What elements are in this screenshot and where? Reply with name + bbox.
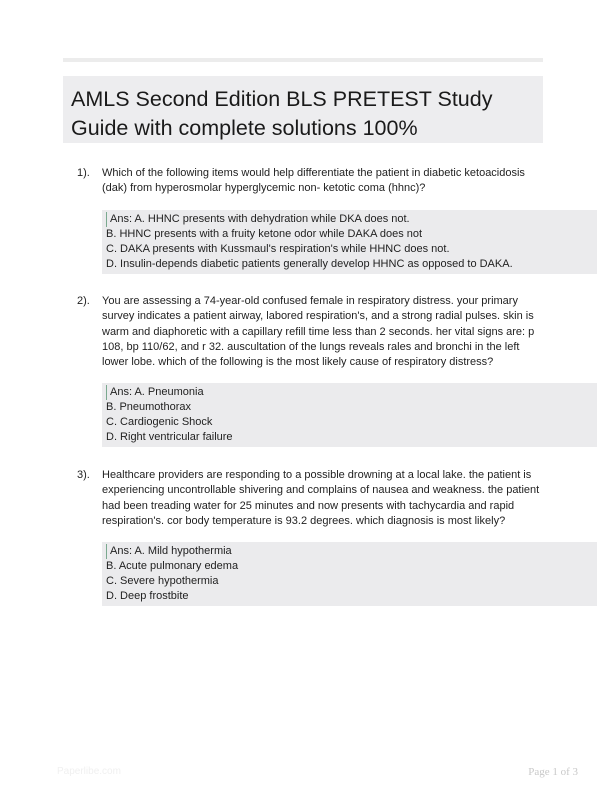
top-rule <box>63 58 543 62</box>
answer-b: B. Pneumothorax <box>106 401 191 414</box>
title-banner <box>63 76 543 143</box>
page-title: AMLS Second Edition BLS PRETEST Study Guide with complete solutions 100% <box>71 87 493 140</box>
answer-box <box>102 210 597 274</box>
answer-c: C. DAKA presents with Kussmaul's respiration's while HHNC does not. <box>106 242 450 255</box>
answer-c: C. Cardiogenic Shock <box>106 416 213 429</box>
answer-a: Ans: A. Mild hypothermia <box>106 544 597 559</box>
answer-b: B. Acute pulmonary edema <box>106 560 239 573</box>
question-text: You are assessing a 74-year-old confused female in respiratory distress. your primary survey indicates a patient airway, labored respiration's, and a strong radial pulses. skin is warm and diaphoretic with a capillary refill time less than 2 seconds. her vital signs are: p 108, bp 110/62, and r 32. auscultation of the lungs reveals rales and bronchi in the left lower lobe. which of the following is the most likely cause of respiratory distress? <box>102 295 535 369</box>
question-number: 1). <box>77 167 90 179</box>
answer-a: Ans: A. HHNC presents with dehydration while DKA does not. <box>106 212 597 227</box>
question-text: Healthcare providers are responding to a possible drowning at a local lake. the patient is experiencing uncontrollable shivering and complains of nausea and weakness. the patient had been treading water for 25 minutes and now presents with tachycardia and rapid respiration's. cor body temperature is 93.2 degrees. which diagnosis is most likely? <box>102 469 540 527</box>
answer-a: Ans: A. Pneumonia <box>106 385 597 400</box>
answer-b: B. HHNC presents with a fruity ketone odor while DAKA does not <box>106 227 423 240</box>
answer-d: D. Deep frostbite <box>106 590 189 603</box>
question-number: 2). <box>77 295 90 307</box>
question-1 <box>63 166 543 274</box>
answer-d: D. Right ventricular failure <box>106 431 233 444</box>
footer-watermark: Paperlibe.com <box>57 766 121 777</box>
question-2 <box>63 294 543 447</box>
answer-c: C. Severe hypothermia <box>106 575 219 588</box>
question-text: Which of the following items would help differentiate the patient in diabetic ketoacidosis (dak) from hyperosmolar hyperglycemic non- ketotic coma (hhnc)? <box>102 167 525 195</box>
answer-box <box>102 542 597 606</box>
page-number: Page 1 of 3 <box>528 766 578 778</box>
question-number: 3). <box>77 469 90 481</box>
question-3 <box>63 468 543 606</box>
answer-box <box>102 383 597 447</box>
answer-d: D. Insulin-depends diabetic patients generally develop HHNC as opposed to DAKA. <box>106 257 513 270</box>
